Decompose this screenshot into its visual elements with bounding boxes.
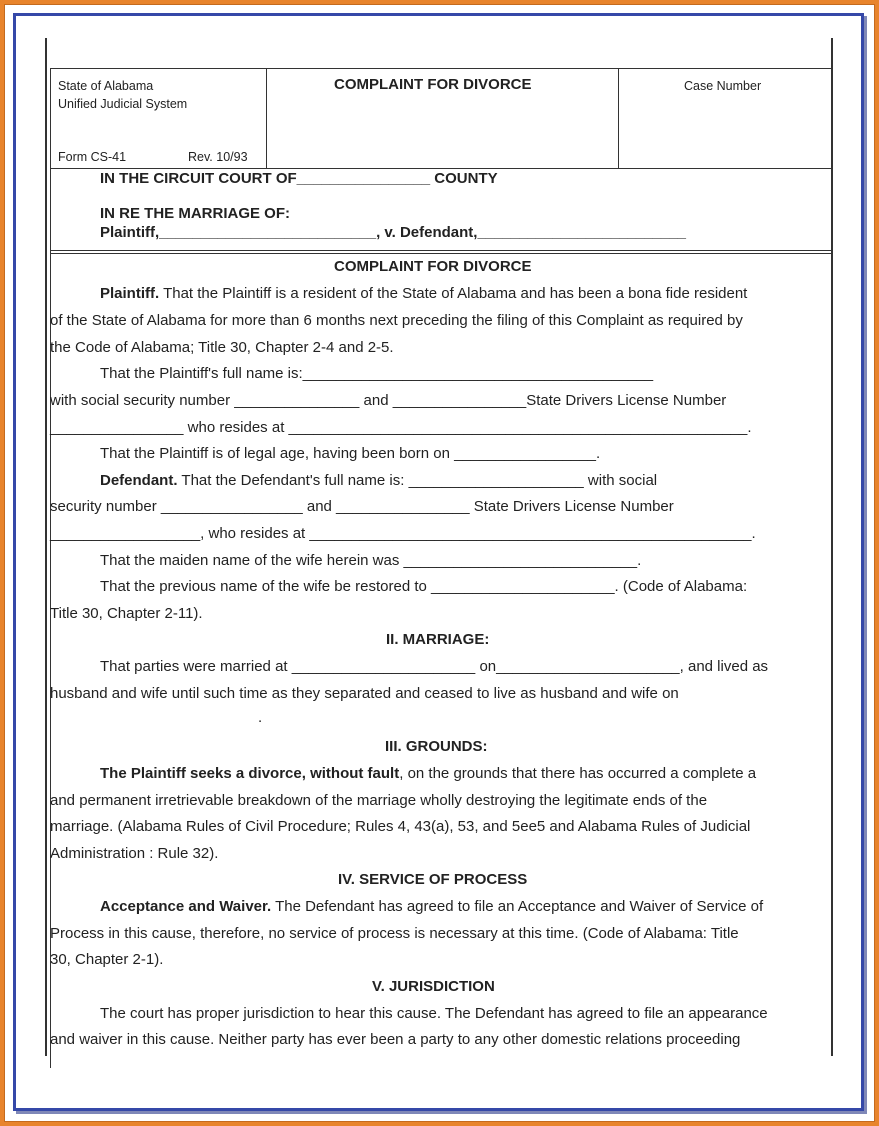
left-margin-rule	[45, 38, 47, 1056]
grounds-line-1: The Plaintiff seeks a divorce, without fault, on the grounds that there has occurred a complete a	[100, 765, 757, 782]
system-label: Unified Judicial System	[58, 97, 188, 111]
defendant-ssn-line: security number _________________ and ________________ State Drivers License Number	[50, 498, 674, 515]
plaintiff-paragraph-line-1: Plaintiff. That the Plaintiff is a resident of the State of Alabama and has been a bona fide resident	[100, 285, 748, 302]
grounds-line-4: Administration : Rule 32).	[50, 845, 219, 862]
header-divider-1	[266, 68, 267, 168]
plaintiff-age-line: That the Plaintiff is of legal age, having been born on _________________.	[100, 445, 601, 462]
grounds-lead: The Plaintiff seeks a divorce, without fault	[100, 765, 400, 782]
caption-rule-1	[50, 250, 832, 251]
maiden-name-line: That the maiden name of the wife herein was ____________________________.	[100, 552, 642, 569]
grounds-line-2: and permanent irretrievable breakdown of the marriage wholly destroying the legitimate ends of the	[50, 792, 708, 809]
jurisdiction-line-2: and waiver in this cause. Neither party has ever been a party to any other domestic relations proceeding	[50, 1031, 741, 1048]
marriage-of-line: IN RE THE MARRIAGE OF:	[100, 205, 290, 222]
grounds-heading: III. GROUNDS:	[385, 738, 488, 755]
plaintiff-ssn-line: with social security number _______________ and ________________State Drivers License Number	[50, 392, 727, 409]
service-line-3: 30, Chapter 2-1).	[50, 951, 164, 968]
defendant-name-line: Defendant. That the Defendant's full name is: _____________________ with social	[100, 472, 658, 489]
marriage-heading: II. MARRIAGE:	[386, 631, 490, 648]
service-heading: IV. SERVICE OF PROCESS	[338, 871, 528, 888]
plaintiff-paragraph-line-3: the Code of Alabama; Title 30, Chapter 2-4 and 2-5.	[50, 339, 394, 356]
plaintiff-paragraph-line-2: of the State of Alabama for more than 6 months next preceding the filing of this Complaint as required by	[50, 312, 743, 329]
header-bottom-rule	[50, 168, 832, 169]
marriage-line-2: husband and wife until such time as they separated and ceased to live as husband and wife on	[50, 685, 679, 702]
body-title: COMPLAINT FOR DIVORCE	[334, 258, 532, 275]
marriage-line-3: .	[258, 709, 263, 726]
caption-rule-2	[50, 253, 832, 254]
jurisdiction-line-1: The court has proper jurisdiction to hear this cause. The Defendant has agreed to file an appearance	[100, 1005, 768, 1022]
header-divider-2	[618, 68, 619, 168]
form-revision: Rev. 10/93	[188, 150, 248, 164]
header-left-edge	[50, 68, 51, 1068]
service-line-2: Process in this cause, therefore, no service of process is necessary at this time. (Code of Alabama: Title	[50, 925, 739, 942]
defendant-resides-line: __________________, who resides at _____________________________________________________.	[50, 525, 756, 542]
service-lead: Acceptance and Waiver.	[100, 898, 272, 915]
grounds-line-3: marriage. (Alabama Rules of Civil Procedure; Rules 4, 43(a), 53, and 5ee5 and Alabama Rules of Judicial	[50, 818, 751, 835]
header-title: COMPLAINT FOR DIVORCE	[334, 76, 532, 93]
marriage-line-1: That parties were married at ______________________ on______________________, and lived as	[100, 658, 769, 675]
previous-name-line-1: That the previous name of the wife be restored to ______________________. (Code of Alabama:	[100, 578, 748, 595]
defendant-lead: Defendant.	[100, 472, 178, 489]
jurisdiction-heading: V. JURISDICTION	[372, 978, 495, 995]
state-label: State of Alabama	[58, 79, 154, 93]
circuit-court-line: IN THE CIRCUIT COURT OF________________ COUNTY	[100, 170, 498, 187]
service-line-1: Acceptance and Waiver. The Defendant has agreed to file an Acceptance and Waiver of Service of	[100, 898, 764, 915]
right-margin-rule	[831, 38, 833, 1056]
parties-line: Plaintiff,__________________________, v. Defendant,_________________________	[100, 224, 687, 241]
form-number: Form CS-41	[58, 150, 127, 164]
plaintiff-lead: Plaintiff.	[100, 285, 160, 302]
plaintiff-name-line: That the Plaintiff's full name is:__________________________________________	[100, 365, 654, 382]
plaintiff-resides-line: ________________ who resides at _______________________________________________________.	[50, 419, 752, 436]
case-number-label: Case Number	[684, 79, 762, 93]
previous-name-line-2: Title 30, Chapter 2-11).	[50, 605, 203, 622]
header-top-rule	[50, 68, 832, 69]
